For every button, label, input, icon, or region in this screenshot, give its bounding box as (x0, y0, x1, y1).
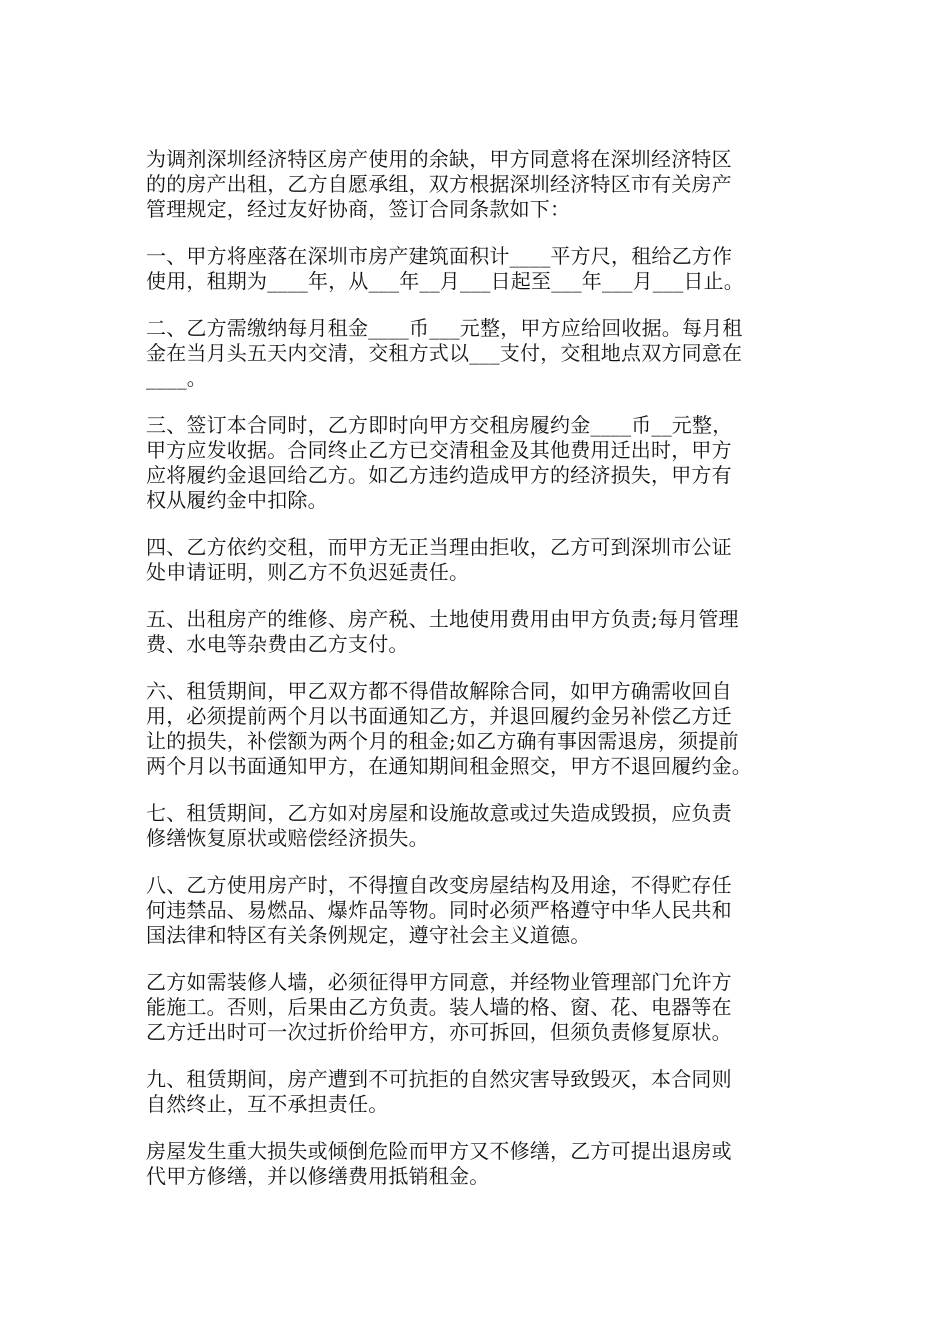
paragraph-clause-5: 五、出租房产的维修、房产税、土地使用费用由甲方负责;每月管理 费、水电等杂费由乙方支付。 (146, 607, 739, 656)
paragraph-clause-9-repair: 房屋发生重大损失或倾倒危险而甲方又不修缮，乙方可提出退房或 代甲方修缮，并以修缮费用抵销租金。 (146, 1139, 732, 1188)
paragraph-clause-8: 八、乙方使用房产时，不得擅自改变房屋结构及用途，不得贮存任 何违禁品、易燃品、爆炸品等物。同时必须严格遵守中华人民共和 国法律和特区有关条例规定，遵守社会主义道德。 (146, 873, 732, 947)
paragraph-clause-1: 一、甲方将座落在深圳市房产建筑面积计____平方尺，租给乙方作 使用，租期为____年，从___年__月___日起至___年___月___日止。 (146, 244, 744, 293)
paragraph-clause-2: 二、乙方需缴纳每月租金____币___元整，甲方应给回收据。每月租 金在当月头五天内交清，交租方式以___支付，交租地点双方同意在 ____。 (146, 316, 743, 390)
paragraph-clause-8-renovation: 乙方如需装修人墙，必须征得甲方同意，并经物业管理部门允许方 能施工。否则，后果由乙方负责。装人墙的格、窗、花、电器等在 乙方迁出时可一次过折价给甲方，亦可拆回，但须负责修复原状。 (146, 970, 732, 1044)
paragraph-clause-3: 三、签订本合同时，乙方即时向甲方交租房履约金____币__元整， 甲方应发收据。合同终止乙方已交清租金及其他费用迁出时，甲方 应将履约金退回给乙方。如乙方违约造成甲方的经济损失，甲方有 权从履约金中扣除。 (146, 413, 733, 512)
document-body (146, 147, 808, 1211)
paragraph-intro: 为调剂深圳经济特区房产使用的余缺，甲方同意将在深圳经济特区 的的房产出租，乙方自愿承组，双方根据深圳经济特区市有关房产 管理规定，经过友好协商，签订合同条款如下： (146, 147, 732, 221)
paragraph-clause-9: 九、租赁期间，房产遭到不可抗拒的自然灾害导致毁灭，本合同则 自然终止，互不承担责任。 (146, 1067, 732, 1116)
paragraph-clause-6: 六、租赁期间，甲乙双方都不得借故解除合同，如甲方确需收回自 用，必须提前两个月以书面通知乙方，并退回履约金另补偿乙方迁 让的损失，补偿额为两个月的租金;如乙方确有事因需退房，须提前 两个月以书面通知甲方，在通知期间租金照交，甲方不退回履约金。 (146, 679, 752, 778)
paragraph-clause-4: 四、乙方依约交租，而甲方无正当理由拒收，乙方可到深圳市公证 处申请证明，则乙方不负迟延责任。 (146, 535, 732, 584)
paragraph-clause-7: 七、租赁期间，乙方如对房屋和设施故意或过失造成毁损，应负责 修缮恢复原状或赔偿经济损失。 (146, 801, 732, 850)
